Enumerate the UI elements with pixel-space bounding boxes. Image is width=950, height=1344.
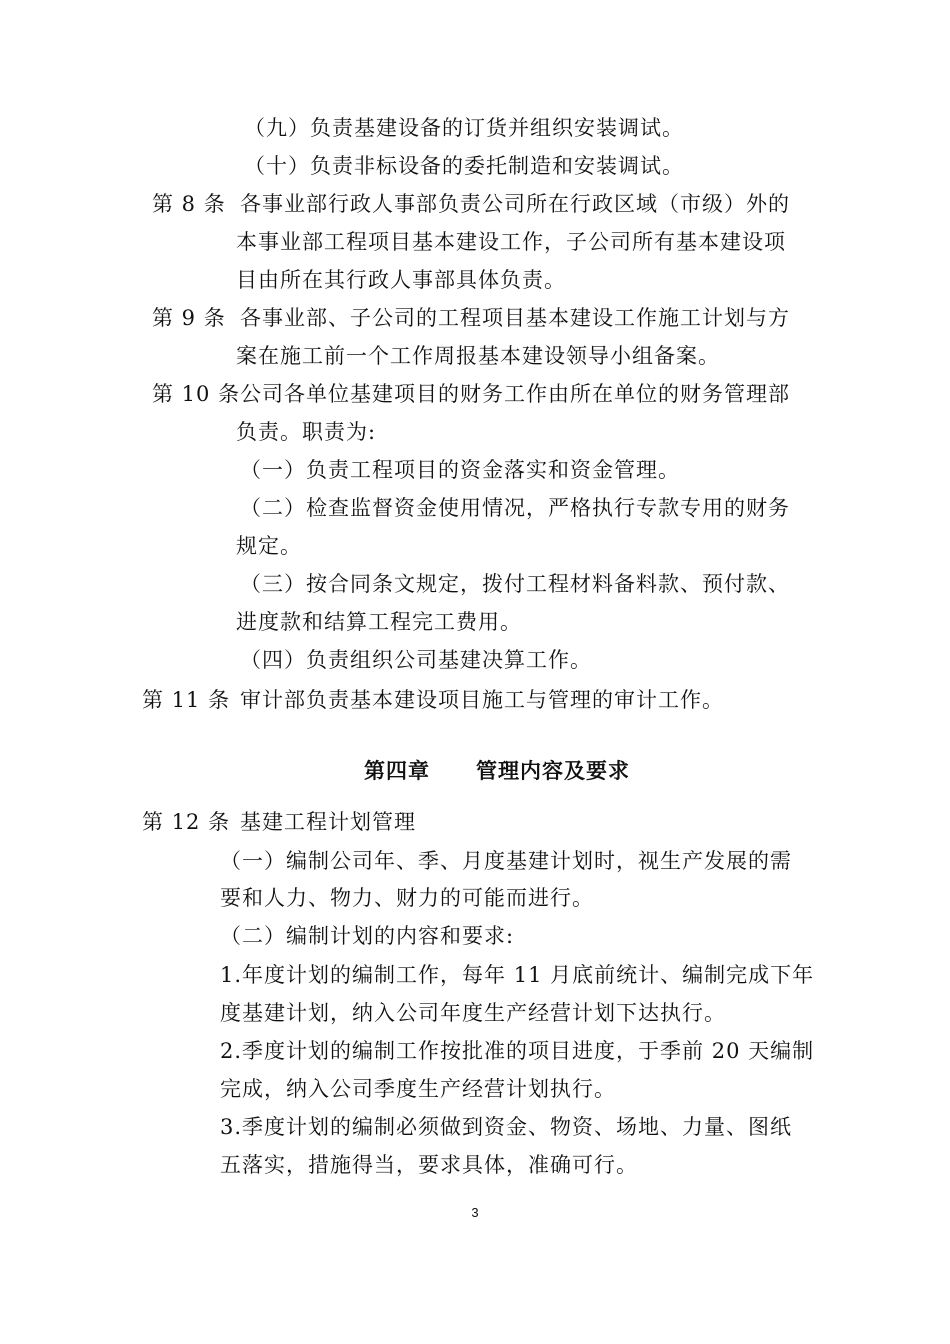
clause-text: 规定。 — [236, 534, 302, 558]
article-text: 审计部负责基本建设项目施工与管理的审计工作。 — [240, 688, 724, 712]
article-number: 第 9 条 — [152, 306, 226, 330]
clause-text: 2.季度计划的编制工作按批准的项目进度，于季前 20 天编制 — [220, 1039, 815, 1063]
clause-text: （四）负责组织公司基建决算工作。 — [240, 648, 592, 672]
clause-text: 3.季度计划的编制必须做到资金、物资、场地、力量、图纸 — [220, 1115, 793, 1139]
page-number: 3 — [471, 1205, 479, 1220]
clause-text: （一）负责工程项目的资金落实和资金管理。 — [240, 458, 680, 482]
chapter-title: 管理内容及要求 — [476, 758, 630, 783]
clause-text: （三）按合同条文规定，拨付工程材料备料款、预付款、 — [240, 572, 790, 596]
clause-text: 度基建计划，纳入公司年度生产经营计划下达执行。 — [220, 1001, 726, 1025]
article-number: 第 11 条 — [142, 688, 231, 712]
article-number: 第 10 条 — [152, 382, 241, 406]
article-number: 第 12 条 — [142, 810, 231, 834]
article-text: 公司各单位基建项目的财务工作由所在单位的财务管理部 — [240, 382, 790, 406]
clause-text: 五落实，措施得当，要求具体，准确可行。 — [220, 1153, 638, 1177]
clause-text: 进度款和结算工程完工费用。 — [236, 610, 522, 634]
clause-text: （一）编制公司年、季、月度基建计划时，视生产发展的需 — [220, 849, 792, 873]
article-text: 目由所在其行政人事部具体负责。 — [236, 268, 566, 292]
clause-text: （九）负责基建设备的订货并组织安装调试。 — [244, 116, 684, 140]
article-text: 本事业部工程项目基本建设工作，子公司所有基本建设项 — [236, 230, 786, 254]
article-text: 基建工程计划管理 — [240, 810, 416, 834]
clause-text: 完成，纳入公司季度生产经营计划执行。 — [220, 1077, 616, 1101]
article-text: 案在施工前一个工作周报基本建设领导小组备案。 — [236, 344, 720, 368]
clause-text: （十）负责非标设备的委托制造和安装调试。 — [244, 154, 684, 178]
article-text: 各事业部行政人事部负责公司所在行政区域（市级）外的 — [240, 192, 790, 216]
clause-text: 要和人力、物力、财力的可能而进行。 — [220, 886, 594, 910]
clause-text: 1.年度计划的编制工作，每年 11 月底前统计、编制完成下年 — [220, 963, 815, 987]
article-text: 负责。职责为: — [236, 420, 377, 444]
clause-text: （二）编制计划的内容和要求: — [220, 924, 515, 948]
clause-text: （二）检查监督资金使用情况，严格执行专款专用的财务 — [240, 496, 790, 520]
article-text: 各事业部、子公司的工程项目基本建设工作施工计划与方 — [240, 306, 790, 330]
chapter-number: 第四章 — [364, 758, 430, 783]
chapter-heading — [364, 757, 630, 785]
article-number: 第 8 条 — [152, 192, 226, 216]
